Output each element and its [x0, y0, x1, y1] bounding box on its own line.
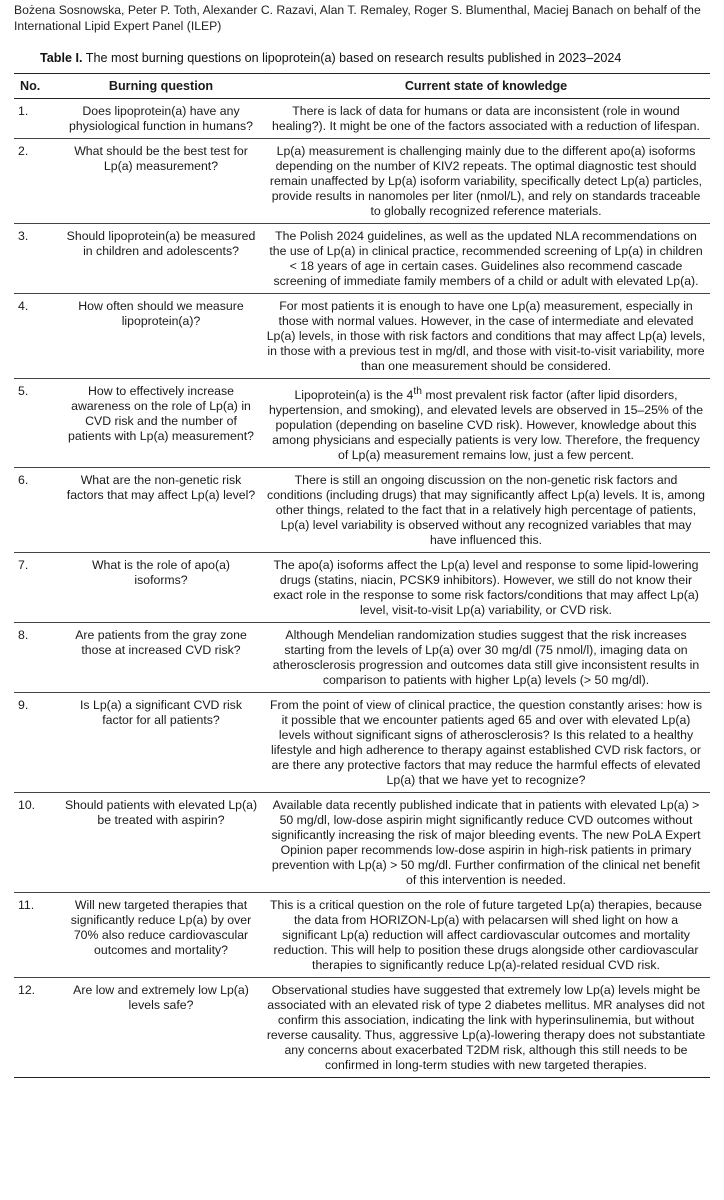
table-header-row	[14, 74, 710, 99]
row-question: What are the non-genetic risk factors that may affect Lp(a) level?	[60, 468, 262, 553]
table-row	[14, 623, 710, 693]
row-number: 5.	[14, 379, 60, 468]
row-number: 4.	[14, 294, 60, 379]
row-number: 10.	[14, 793, 60, 893]
row-question: Does lipoprotein(a) have any physiological function in humans?	[60, 99, 262, 139]
row-number: 2.	[14, 139, 60, 224]
table-row	[14, 893, 710, 978]
row-question: Are patients from the gray zone those at increased CVD risk?	[60, 623, 262, 693]
ordinal-suffix: th	[413, 386, 422, 397]
row-knowledge: Lp(a) measurement is challenging mainly due to the different apo(a) isoforms depending on the number of KIV2 repeats. The optimal diagnostic test should remain unaffected by Lp(a) isoform variability, specifically detect Lp(a) particles, provide results in nanomoles per liter (nmol/L), and rely on standards traceable to globally recognized reference materials.	[262, 139, 710, 224]
row-knowledge: Available data recently published indicate that in patients with elevated Lp(a) > 50 mg/dl, low-dose aspirin might significantly reduce CVD outcomes without significantly increasing the risk of major bleeding events. The new PoLA Expert Opinion paper recommends low-dose aspirin in high-risk patients in primary prevention with Lp(a) > 50 mg/dl. Further confirmation of the clinical net benefit of this intervention is needed.	[262, 793, 710, 893]
burning-questions-table	[14, 73, 710, 1078]
table-row	[14, 793, 710, 893]
author-line: Bożena Sosnowska, Peter P. Toth, Alexander C. Razavi, Alan T. Remaley, Roger S. Blumenthal, Maciej Banach on behalf of the International Lipid Expert Panel (ILEP)	[14, 3, 701, 33]
row-knowledge: Observational studies have suggested that extremely low Lp(a) levels might be associated with an elevated risk of type 2 diabetes mellitus. MR analyses did not confirm this association, indicating the link with hyperinsulinemia, but without reverse causality. Thus, aggressive Lp(a)-lowering therapy does not substantiate any concerns about exacerbated T2DM risk, although this still needs to be confirmed in long-term studies with new targeted therapies.	[262, 978, 710, 1078]
row-number: 9.	[14, 693, 60, 793]
row-knowledge: From the point of view of clinical practice, the question constantly arises: how is it possible that we encounter patients aged 65 and over with elevated Lp(a) levels without significant signs of atherosclerosis? Is this related to a healthy lifestyle and high adherence to therapy against established CVD risk factors, or are there any protective factors that may reduce the harmful effects of elevated Lp(a) that we have yet to recognize?	[262, 693, 710, 793]
row-knowledge: Although Mendelian randomization studies suggest that the risk increases starting from the levels of Lp(a) over 30 mg/dl (75 nmol/l), imaging data on atherosclerosis progression and outcomes data still give inconsistent results in comparison to patients with higher Lp(a) levels (> 50 mg/dl).	[262, 623, 710, 693]
row-question: What is the role of apo(a) isoforms?	[60, 553, 262, 623]
table-row	[14, 468, 710, 553]
row-question: Should lipoprotein(a) be measured in children and adolescents?	[60, 224, 262, 294]
column-header-knowledge: Current state of knowledge	[262, 74, 710, 99]
row-knowledge: This is a critical question on the role of future targeted Lp(a) therapies, because the data from HORIZON-Lp(a) with pelacarsen will shed light on how a significant Lp(a) reduction will affect cardiovascular outcomes and mortality reduction. This will help to position these drugs alongside other cardiovascular therapies to significantly reduce Lp(a)-related residual CVD risk.	[262, 893, 710, 978]
row-number: 8.	[14, 623, 60, 693]
table-caption	[40, 50, 710, 66]
row-question: Are low and extremely low Lp(a) levels safe?	[60, 978, 262, 1078]
table-caption-text: The most burning questions on lipoprotein(a) based on research results published in 2023–2024	[85, 51, 622, 65]
table-row	[14, 553, 710, 623]
row-knowledge: There is still an ongoing discussion on the non-genetic risk factors and conditions (including drugs) that may significantly affect Lp(a) levels. It is, among other things, related to the fact that in a relatively high percentage of patients, Lp(a) level variability is observed without any recognized variables that may have influenced this.	[262, 468, 710, 553]
table-row	[14, 379, 710, 468]
row-question: How to effectively increase awareness on the role of Lp(a) in CVD risk and the number of patients with Lp(a) measurement?	[60, 379, 262, 468]
row-number: 6.	[14, 468, 60, 553]
row-knowledge: The apo(a) isoforms affect the Lp(a) level and response to some lipid-lowering drugs (statins, niacin, PCSK9 inhibitors). However, we still do not know their exact role in the response to some risk factors/conditions that may affect Lp(a) level, visit-to-visit Lp(a) variability, or CVD risk.	[262, 553, 710, 623]
row-question: How often should we measure lipoprotein(a)?	[60, 294, 262, 379]
knowledge-text-end: most prevalent risk factor (after lipid disorders, hypertension, and smoking), and elevated levels are observed in 15–25% of the population (depending on baseline CVD risk). However, knowledge about this among physicians and especially patients is very low. Therefore, the frequency of Lp(a) measurement remains low, just a few percent.	[268, 388, 704, 463]
row-number: 11.	[14, 893, 60, 978]
table-row	[14, 978, 710, 1078]
column-header-question: Burning question	[60, 74, 262, 99]
table-row	[14, 99, 710, 139]
row-knowledge	[262, 379, 710, 468]
row-knowledge: There is lack of data for humans or data are inconsistent (role in wound healing?). It might be one of the factors associated with a reduction of lifespan.	[262, 99, 710, 139]
row-number: 1.	[14, 99, 60, 139]
row-number: 7.	[14, 553, 60, 623]
row-question: Will new targeted therapies that significantly reduce Lp(a) by over 70% also reduce cardiovascular outcomes and mortality?	[60, 893, 262, 978]
table-row	[14, 224, 710, 294]
table-row	[14, 294, 710, 379]
row-question: Is Lp(a) a significant CVD risk factor for all patients?	[60, 693, 262, 793]
row-number: 12.	[14, 978, 60, 1078]
table-label: Table I.	[40, 51, 83, 65]
row-question: Should patients with elevated Lp(a) be treated with aspirin?	[60, 793, 262, 893]
row-question: What should be the best test for Lp(a) measurement?	[60, 139, 262, 224]
table-row	[14, 139, 710, 224]
table-row	[14, 693, 710, 793]
column-header-no: No.	[14, 74, 60, 99]
row-number: 3.	[14, 224, 60, 294]
knowledge-text-start: Lipoprotein(a) is the 4	[294, 388, 414, 403]
row-knowledge: The Polish 2024 guidelines, as well as the updated NLA recommendations on the use of Lp(a) in clinical practice, recommended screening of Lp(a) in children < 18 years of age in certain cases. Guidelines also recommend cascade screening of immediate family members of a child or adult with elevated Lp(a).	[262, 224, 710, 294]
row-knowledge: For most patients it is enough to have one Lp(a) measurement, especially in those with normal values. However, in the case of intermediate and elevated Lp(a) levels, in those with risk factors and conditions that may affect Lp(a) levels, in those with a previous test in mg/dl, and those with visit-to-visit variability, more than one measurement should be considered.	[262, 294, 710, 379]
